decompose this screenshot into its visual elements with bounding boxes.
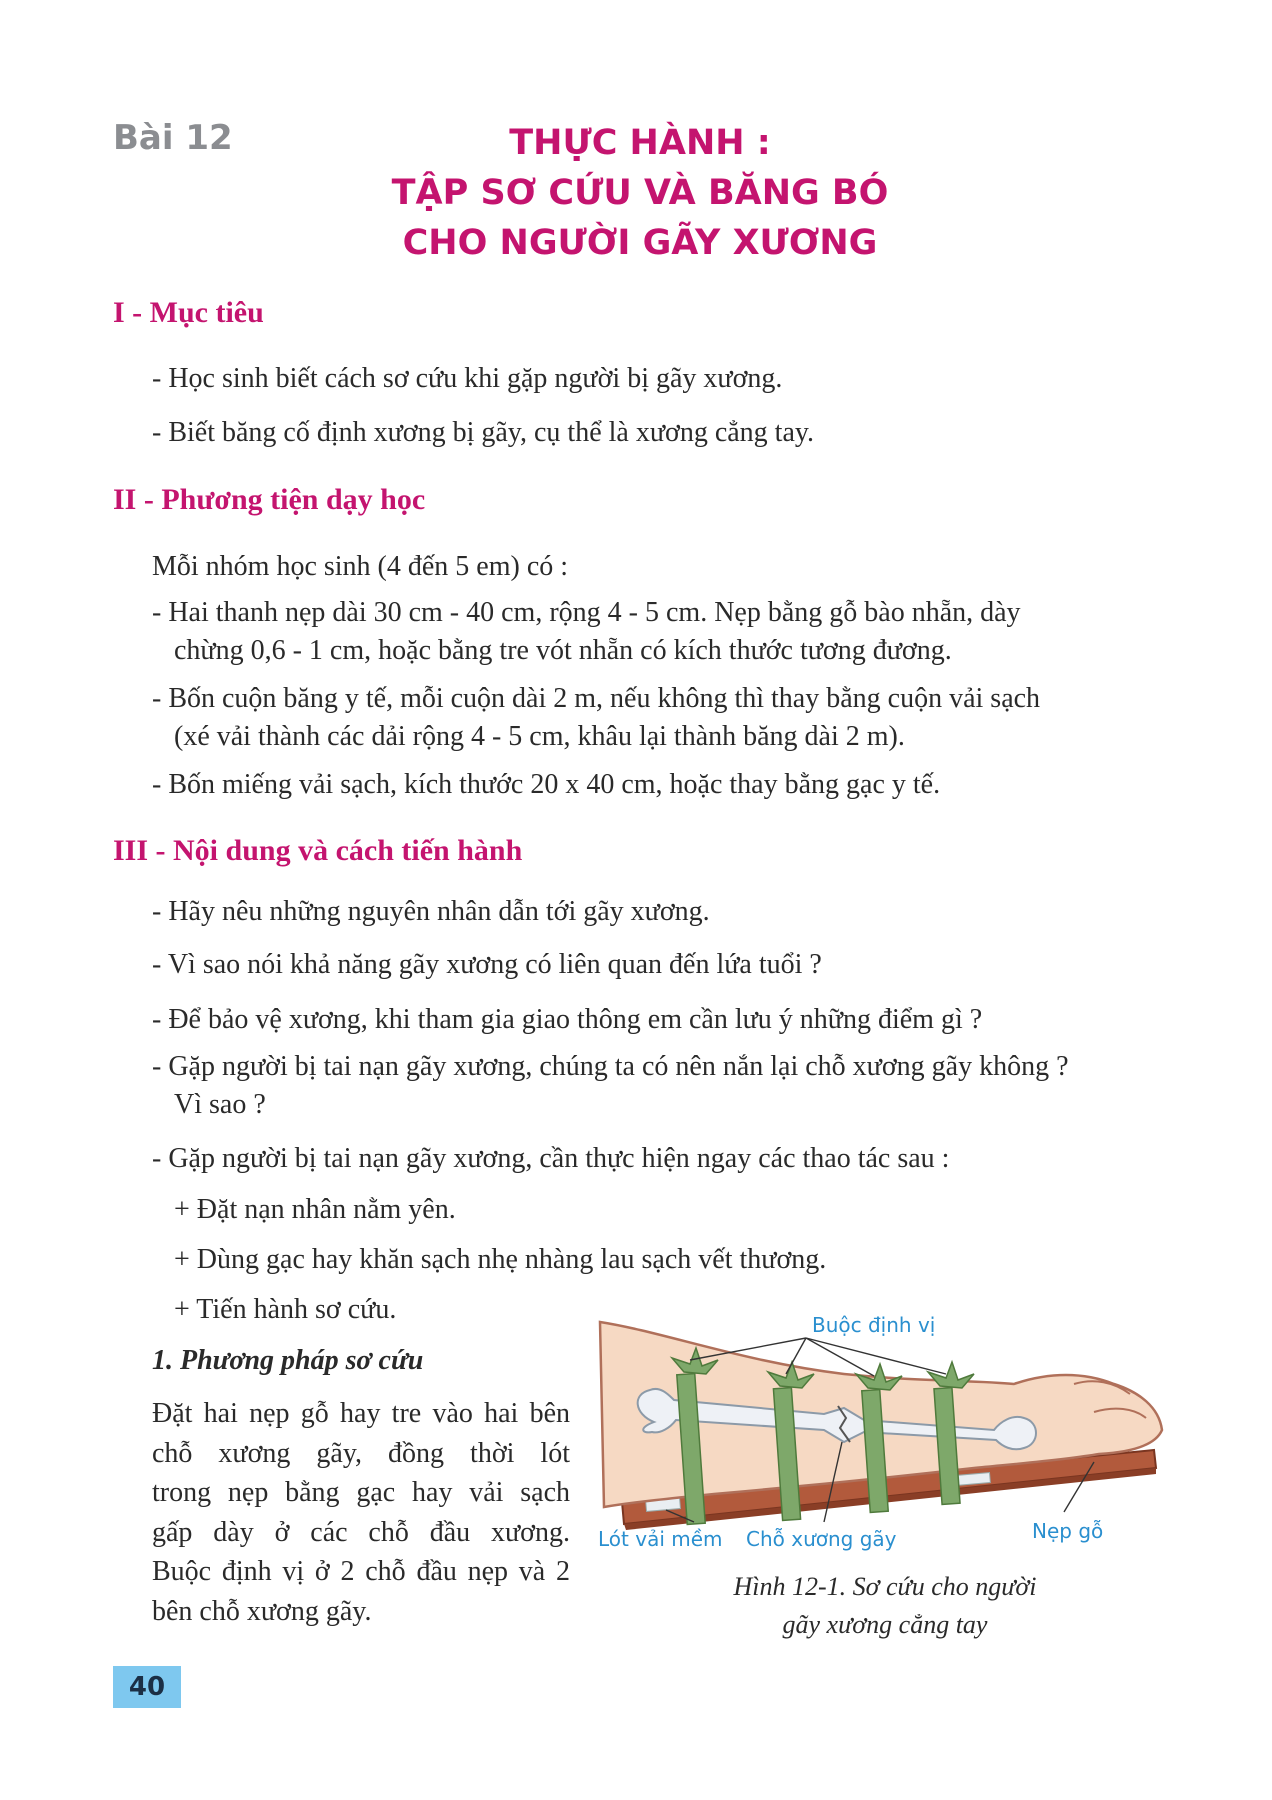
- caption-line: Hình 12-1. Sơ cứu cho người: [733, 1572, 1037, 1601]
- question-item-cont: Vì sao ?: [174, 1089, 266, 1120]
- material-item: - Bốn miếng vải sạch, kích thước 20 x 40 cm, hoặc thay bằng gạc y tế.: [152, 769, 941, 800]
- section-heading-procedure: III - Nội dung và cách tiến hành: [113, 834, 523, 867]
- question-item: - Hãy nêu những nguyên nhân dẫn tới gãy xương.: [152, 896, 710, 927]
- title-line: CHO NGƯỜI GÃY XƯƠNG: [402, 223, 878, 263]
- material-item: - Bốn cuộn băng y tế, mỗi cuộn dài 2 m, nếu không thì thay bằng cuộn vải sạch: [152, 683, 1041, 714]
- subsection-heading: 1. Phương pháp sơ cứu: [152, 1345, 424, 1376]
- page-number: 40: [113, 1666, 181, 1708]
- material-item-cont: (xé vải thành các dải rộng 4 - 5 cm, khâu lại thành băng dài 2 m).: [174, 721, 905, 752]
- objective-item: - Học sinh biết cách sơ cứu khi gặp người bị gãy xương.: [152, 363, 783, 394]
- paragraph-line: Đặt hai nẹp gỗ hay tre vào hai bên: [152, 1398, 570, 1429]
- figure-caption: [640, 1568, 1130, 1644]
- materials-intro: Mỗi nhóm học sinh (4 đến 5 em) có :: [152, 551, 569, 582]
- material-item-cont: chừng 0,6 - 1 cm, hoặc bằng tre vót nhẵn có kích thước tương đương.: [174, 635, 952, 666]
- step-item: + Tiến hành sơ cứu.: [174, 1294, 397, 1325]
- label-fracture: Chỗ xương gãy: [746, 1527, 897, 1551]
- paragraph-line: gấp dày ở các chỗ đầu xương.: [152, 1516, 570, 1548]
- paragraph-line: bên chỗ xương gãy.: [152, 1595, 372, 1627]
- objective-item: - Biết băng cố định xương bị gãy, cụ thể là xương cẳng tay.: [152, 417, 815, 448]
- lesson-title: [300, 118, 980, 268]
- step-item: + Dùng gạc hay khăn sạch nhẹ nhàng lau sạch vết thương.: [174, 1244, 827, 1275]
- question-item: - Để bảo vệ xương, khi tham gia giao thông em cần lưu ý những điểm gì ?: [152, 1004, 983, 1035]
- question-item: - Gặp người bị tai nạn gãy xương, chúng ta có nên nắn lại chỗ xương gãy không ?: [152, 1051, 1069, 1082]
- question-item: - Gặp người bị tai nạn gãy xương, cần thực hiện ngay các thao tác sau :: [152, 1143, 950, 1174]
- paragraph-line: chỗ xương gãy, đồng thời lót: [152, 1437, 570, 1469]
- first-aid-paragraph: [152, 1394, 570, 1631]
- label-padding: Lót vải mềm: [598, 1527, 723, 1551]
- label-tie: Buộc định vị: [812, 1313, 936, 1337]
- section-heading-objectives: I - Mục tiêu: [113, 296, 264, 329]
- question-item: - Vì sao nói khả năng gãy xương có liên quan đến lứa tuổi ?: [152, 949, 822, 980]
- label-splint: Nẹp gỗ: [1032, 1519, 1104, 1543]
- material-item: - Hai thanh nẹp dài 30 cm - 40 cm, rộng 4 - 5 cm. Nẹp bằng gỗ bào nhẵn, dày: [152, 597, 1021, 628]
- caption-line: gãy xương cẳng tay: [782, 1610, 988, 1639]
- lesson-number: Bài 12: [113, 118, 233, 158]
- step-item: + Đặt nạn nhân nằm yên.: [174, 1194, 456, 1225]
- forearm-splint-illustration: [594, 1302, 1174, 1560]
- title-line: THỰC HÀNH :: [509, 123, 771, 163]
- section-heading-materials: II - Phương tiện dạy học: [113, 483, 426, 516]
- title-line: TẬP SƠ CỨU VÀ BĂNG BÓ: [391, 173, 889, 213]
- paragraph-line: trong nẹp bằng gạc hay vải sạch: [152, 1477, 570, 1508]
- paragraph-line: Buộc định vị ở 2 chỗ đầu nẹp và 2: [152, 1556, 570, 1587]
